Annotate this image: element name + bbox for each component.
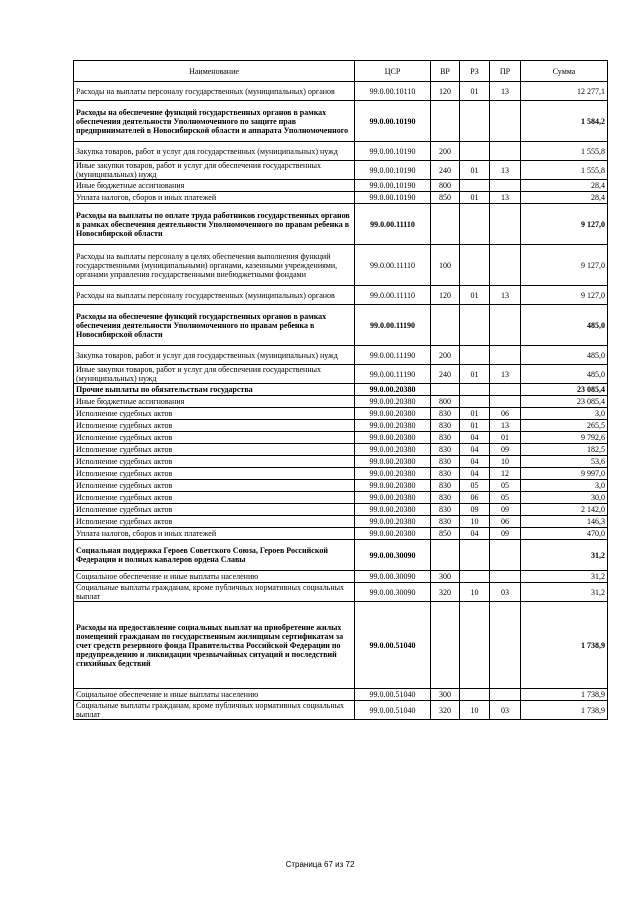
row-pr-cell: 05	[490, 480, 521, 492]
row-sum-cell: 146,3	[521, 516, 608, 528]
row-name-cell: Исполнение судебных актов	[74, 456, 355, 468]
row-rz-cell: 01	[460, 192, 490, 204]
row-vr-cell: 850	[431, 528, 460, 540]
row-sum-cell: 9 997,0	[521, 468, 608, 480]
row-rz-cell: 01	[460, 408, 490, 420]
row-vr-cell: 830	[431, 480, 460, 492]
row-sum-cell: 30,0	[521, 492, 608, 504]
row-rz-cell	[460, 180, 490, 192]
row-csr-cell: 99.0.00.10190	[355, 142, 431, 161]
row-vr-cell: 120	[431, 82, 460, 101]
row-rz-cell: 10	[460, 516, 490, 528]
page-number: Страница 67 из 72	[285, 860, 355, 869]
row-rz-cell: 04	[460, 468, 490, 480]
row-rz-cell: 01	[460, 365, 490, 384]
header-name: Наименование	[74, 61, 355, 82]
row-csr-cell: 99.0.00.20380	[355, 456, 431, 468]
table-row	[74, 180, 608, 192]
row-pr-cell	[490, 540, 521, 571]
row-csr-cell: 99.0.00.10190	[355, 101, 431, 142]
row-csr-cell: 99.0.00.20380	[355, 420, 431, 432]
row-sum-cell: 53,6	[521, 456, 608, 468]
table-row	[74, 432, 608, 444]
row-name-cell: Социальные выплаты гражданам, кроме публичных нормативных социальных выплат	[74, 701, 355, 720]
row-sum-cell: 31,2	[521, 571, 608, 583]
row-vr-cell: 200	[431, 142, 460, 161]
row-sum-cell: 1 555,8	[521, 142, 608, 161]
row-csr-cell: 99.0.00.11110	[355, 245, 431, 286]
row-name-cell: Социальная поддержка Героев Советского Союза, Героев Российской Федерации и полных кавалеров ордена Славы	[74, 540, 355, 571]
row-csr-cell: 99.0.00.11190	[355, 305, 431, 346]
row-csr-cell: 99.0.00.11110	[355, 204, 431, 245]
row-csr-cell: 99.0.00.51040	[355, 701, 431, 720]
row-name-cell: Исполнение судебных актов	[74, 516, 355, 528]
row-pr-cell	[490, 204, 521, 245]
row-pr-cell	[490, 396, 521, 408]
row-sum-cell: 3,0	[521, 480, 608, 492]
row-csr-cell: 99.0.00.30090	[355, 540, 431, 571]
row-pr-cell: 13	[490, 192, 521, 204]
table-row	[74, 408, 608, 420]
header-vr: ВР	[431, 61, 460, 82]
row-pr-cell: 06	[490, 516, 521, 528]
row-name-cell: Исполнение судебных актов	[74, 444, 355, 456]
row-pr-cell	[490, 602, 521, 689]
table-row	[74, 480, 608, 492]
header-pr: ПР	[490, 61, 521, 82]
row-vr-cell: 320	[431, 583, 460, 602]
row-pr-cell	[490, 689, 521, 701]
row-csr-cell: 99.0.00.20380	[355, 408, 431, 420]
row-rz-cell	[460, 142, 490, 161]
budget-table	[73, 60, 608, 720]
row-rz-cell: 10	[460, 701, 490, 720]
row-rz-cell	[460, 396, 490, 408]
row-vr-cell: 830	[431, 444, 460, 456]
table-row	[74, 516, 608, 528]
row-rz-cell: 09	[460, 504, 490, 516]
table-row	[74, 689, 608, 701]
budget-sheet	[73, 60, 607, 720]
table-row	[74, 456, 608, 468]
row-rz-cell: 04	[460, 528, 490, 540]
row-vr-cell: 240	[431, 365, 460, 384]
row-sum-cell: 1 738,9	[521, 689, 608, 701]
row-pr-cell: 13	[490, 420, 521, 432]
row-sum-cell: 9 792,6	[521, 432, 608, 444]
row-sum-cell: 9 127,0	[521, 204, 608, 245]
row-rz-cell	[460, 602, 490, 689]
row-pr-cell	[490, 384, 521, 396]
row-rz-cell: 05	[460, 480, 490, 492]
row-vr-cell: 800	[431, 396, 460, 408]
row-sum-cell: 2 142,0	[521, 504, 608, 516]
row-pr-cell	[490, 180, 521, 192]
row-rz-cell: 01	[460, 420, 490, 432]
row-name-cell: Прочие выплаты по обязательствам государства	[74, 384, 355, 396]
row-vr-cell	[431, 602, 460, 689]
row-csr-cell: 99.0.00.20380	[355, 480, 431, 492]
row-vr-cell: 830	[431, 408, 460, 420]
row-name-cell: Закупка товаров, работ и услуг для государственных (муниципальных) нужд	[74, 346, 355, 365]
row-sum-cell: 265,5	[521, 420, 608, 432]
row-csr-cell: 99.0.00.20380	[355, 492, 431, 504]
row-vr-cell: 830	[431, 492, 460, 504]
row-name-cell: Исполнение судебных актов	[74, 408, 355, 420]
row-name-cell: Уплата налогов, сборов и иных платежей	[74, 528, 355, 540]
row-csr-cell: 99.0.00.51040	[355, 602, 431, 689]
table-row	[74, 396, 608, 408]
row-pr-cell	[490, 142, 521, 161]
row-csr-cell: 99.0.00.30090	[355, 583, 431, 602]
row-sum-cell: 1 738,9	[521, 701, 608, 720]
row-rz-cell	[460, 384, 490, 396]
row-vr-cell: 830	[431, 456, 460, 468]
row-sum-cell: 31,2	[521, 583, 608, 602]
row-name-cell: Исполнение судебных актов	[74, 468, 355, 480]
row-csr-cell: 99.0.00.20380	[355, 384, 431, 396]
row-vr-cell: 300	[431, 571, 460, 583]
row-name-cell: Исполнение судебных актов	[74, 492, 355, 504]
row-csr-cell: 99.0.00.11190	[355, 346, 431, 365]
table-row	[74, 161, 608, 180]
table-row	[74, 571, 608, 583]
row-sum-cell: 28,4	[521, 180, 608, 192]
row-pr-cell: 13	[490, 286, 521, 305]
row-vr-cell: 320	[431, 701, 460, 720]
row-rz-cell: 01	[460, 82, 490, 101]
table-body	[74, 82, 608, 720]
row-pr-cell	[490, 346, 521, 365]
row-vr-cell: 200	[431, 346, 460, 365]
row-name-cell: Закупка товаров, работ и услуг для государственных (муниципальных) нужд	[74, 142, 355, 161]
row-pr-cell: 13	[490, 365, 521, 384]
row-name-cell: Исполнение судебных актов	[74, 432, 355, 444]
row-csr-cell: 99.0.00.20380	[355, 444, 431, 456]
row-rz-cell	[460, 245, 490, 286]
row-name-cell: Расходы на выплаты по оплате труда работников государственных органов в рамках обеспечения деятельности Уполномоченного по правам ребенка в Новосибирской области	[74, 204, 355, 245]
row-rz-cell: 04	[460, 444, 490, 456]
table-row	[74, 602, 608, 689]
row-name-cell: Иные закупки товаров, работ и услуг для обеспечения государственных (муниципальных) нужд	[74, 161, 355, 180]
row-pr-cell	[490, 101, 521, 142]
row-pr-cell: 06	[490, 408, 521, 420]
row-pr-cell: 09	[490, 444, 521, 456]
row-vr-cell: 850	[431, 192, 460, 204]
table-row	[74, 346, 608, 365]
table-row	[74, 384, 608, 396]
row-csr-cell: 99.0.00.30090	[355, 571, 431, 583]
table-row	[74, 192, 608, 204]
row-rz-cell	[460, 101, 490, 142]
row-rz-cell	[460, 204, 490, 245]
row-vr-cell: 830	[431, 432, 460, 444]
row-sum-cell: 28,4	[521, 192, 608, 204]
table-row	[74, 365, 608, 384]
table-row	[74, 305, 608, 346]
row-pr-cell: 05	[490, 492, 521, 504]
table-row	[74, 142, 608, 161]
row-name-cell: Социальное обеспечение и иные выплаты населению	[74, 571, 355, 583]
row-rz-cell	[460, 689, 490, 701]
row-rz-cell	[460, 540, 490, 571]
row-sum-cell: 9 127,0	[521, 245, 608, 286]
row-pr-cell: 09	[490, 504, 521, 516]
header-sum: Сумма	[521, 61, 608, 82]
row-name-cell: Иные бюджетные ассигнования	[74, 396, 355, 408]
row-rz-cell	[460, 346, 490, 365]
row-sum-cell: 485,0	[521, 365, 608, 384]
table-row	[74, 286, 608, 305]
row-csr-cell: 99.0.00.51040	[355, 689, 431, 701]
row-name-cell: Иные закупки товаров, работ и услуг для обеспечения государственных (муниципальных) нужд	[74, 365, 355, 384]
row-vr-cell: 830	[431, 504, 460, 516]
table-row	[74, 420, 608, 432]
row-rz-cell: 01	[460, 161, 490, 180]
row-sum-cell: 23 085,4	[521, 396, 608, 408]
row-pr-cell	[490, 305, 521, 346]
row-name-cell: Расходы на предоставление социальных выплат на приобретение жилых помещений гражданам по государственным жилищным сертификатам за счет средств резервного фонда Правительства Российской Федерации по предупреждению и ликвидации чрезвычайных ситуаций и последствий стихийных бедствий	[74, 602, 355, 689]
row-vr-cell	[431, 384, 460, 396]
table-row	[74, 82, 608, 101]
table-row	[74, 583, 608, 602]
row-vr-cell: 120	[431, 286, 460, 305]
row-name-cell: Расходы на выплаты персоналу государственных (муниципальных) органов	[74, 82, 355, 101]
header-csr: ЦСР	[355, 61, 431, 82]
row-sum-cell: 31,2	[521, 540, 608, 571]
row-vr-cell: 240	[431, 161, 460, 180]
row-vr-cell: 100	[431, 245, 460, 286]
row-sum-cell: 9 127,0	[521, 286, 608, 305]
row-sum-cell: 12 277,1	[521, 82, 608, 101]
table-row	[74, 540, 608, 571]
row-csr-cell: 99.0.00.20380	[355, 528, 431, 540]
table-row	[74, 504, 608, 516]
table-row	[74, 245, 608, 286]
header-rz: РЗ	[460, 61, 490, 82]
row-rz-cell: 04	[460, 456, 490, 468]
row-rz-cell	[460, 571, 490, 583]
table-row	[74, 444, 608, 456]
row-csr-cell: 99.0.00.10190	[355, 192, 431, 204]
row-csr-cell: 99.0.00.20380	[355, 396, 431, 408]
row-pr-cell: 13	[490, 82, 521, 101]
row-pr-cell	[490, 245, 521, 286]
row-rz-cell: 10	[460, 583, 490, 602]
row-vr-cell: 300	[431, 689, 460, 701]
row-name-cell: Социальное обеспечение и иные выплаты населению	[74, 689, 355, 701]
row-sum-cell: 1 555,8	[521, 161, 608, 180]
row-vr-cell: 830	[431, 420, 460, 432]
row-rz-cell: 04	[460, 432, 490, 444]
row-pr-cell: 10	[490, 456, 521, 468]
row-csr-cell: 99.0.00.11110	[355, 286, 431, 305]
header-row	[74, 61, 608, 82]
row-vr-cell	[431, 540, 460, 571]
table-row	[74, 701, 608, 720]
row-csr-cell: 99.0.00.20380	[355, 468, 431, 480]
row-rz-cell	[460, 305, 490, 346]
row-name-cell: Расходы на выплаты персоналу в целях обеспечения выполнения функций государственными (муниципальными) органами, казенными учреждениями, органами управления государственными внебюджетными фондами	[74, 245, 355, 286]
table-row	[74, 101, 608, 142]
row-pr-cell: 03	[490, 701, 521, 720]
row-sum-cell: 23 085,4	[521, 384, 608, 396]
row-pr-cell: 09	[490, 528, 521, 540]
row-vr-cell	[431, 204, 460, 245]
row-name-cell: Расходы на обеспечение функций государственных органов в рамках обеспечения деятельности Уполномоченного по защите прав предпринимателей в Новосибирской области и аппарата Уполномоченного	[74, 101, 355, 142]
row-csr-cell: 99.0.00.20380	[355, 504, 431, 516]
row-rz-cell: 01	[460, 286, 490, 305]
row-sum-cell: 485,0	[521, 305, 608, 346]
row-pr-cell: 13	[490, 161, 521, 180]
row-name-cell: Социальные выплаты гражданам, кроме публичных нормативных социальных выплат	[74, 583, 355, 602]
table-row	[74, 492, 608, 504]
row-name-cell: Иные бюджетные ассигнования	[74, 180, 355, 192]
row-sum-cell: 1 584,2	[521, 101, 608, 142]
row-csr-cell: 99.0.00.20380	[355, 432, 431, 444]
row-name-cell: Исполнение судебных актов	[74, 480, 355, 492]
row-pr-cell: 12	[490, 468, 521, 480]
row-sum-cell: 1 738,9	[521, 602, 608, 689]
row-pr-cell: 01	[490, 432, 521, 444]
row-sum-cell: 470,0	[521, 528, 608, 540]
row-csr-cell: 99.0.00.11190	[355, 365, 431, 384]
row-csr-cell: 99.0.00.20380	[355, 516, 431, 528]
table-row	[74, 204, 608, 245]
row-sum-cell: 182,5	[521, 444, 608, 456]
row-pr-cell: 03	[490, 583, 521, 602]
row-vr-cell	[431, 305, 460, 346]
row-sum-cell: 3,0	[521, 408, 608, 420]
row-vr-cell: 800	[431, 180, 460, 192]
table-row	[74, 468, 608, 480]
row-csr-cell: 99.0.00.10190	[355, 161, 431, 180]
row-sum-cell: 485,0	[521, 346, 608, 365]
row-vr-cell: 830	[431, 516, 460, 528]
row-pr-cell	[490, 571, 521, 583]
row-name-cell: Исполнение судебных актов	[74, 420, 355, 432]
row-rz-cell: 06	[460, 492, 490, 504]
row-vr-cell	[431, 101, 460, 142]
row-name-cell: Расходы на обеспечение функций государственных органов в рамках обеспечения деятельности Уполномоченного по правам ребенка в Новосибирской области	[74, 305, 355, 346]
row-vr-cell: 830	[431, 468, 460, 480]
row-csr-cell: 99.0.00.10110	[355, 82, 431, 101]
row-name-cell: Уплата налогов, сборов и иных платежей	[74, 192, 355, 204]
table-row	[74, 528, 608, 540]
row-csr-cell: 99.0.00.10190	[355, 180, 431, 192]
row-name-cell: Расходы на выплаты персоналу государственных (муниципальных) органов	[74, 286, 355, 305]
row-name-cell: Исполнение судебных актов	[74, 504, 355, 516]
